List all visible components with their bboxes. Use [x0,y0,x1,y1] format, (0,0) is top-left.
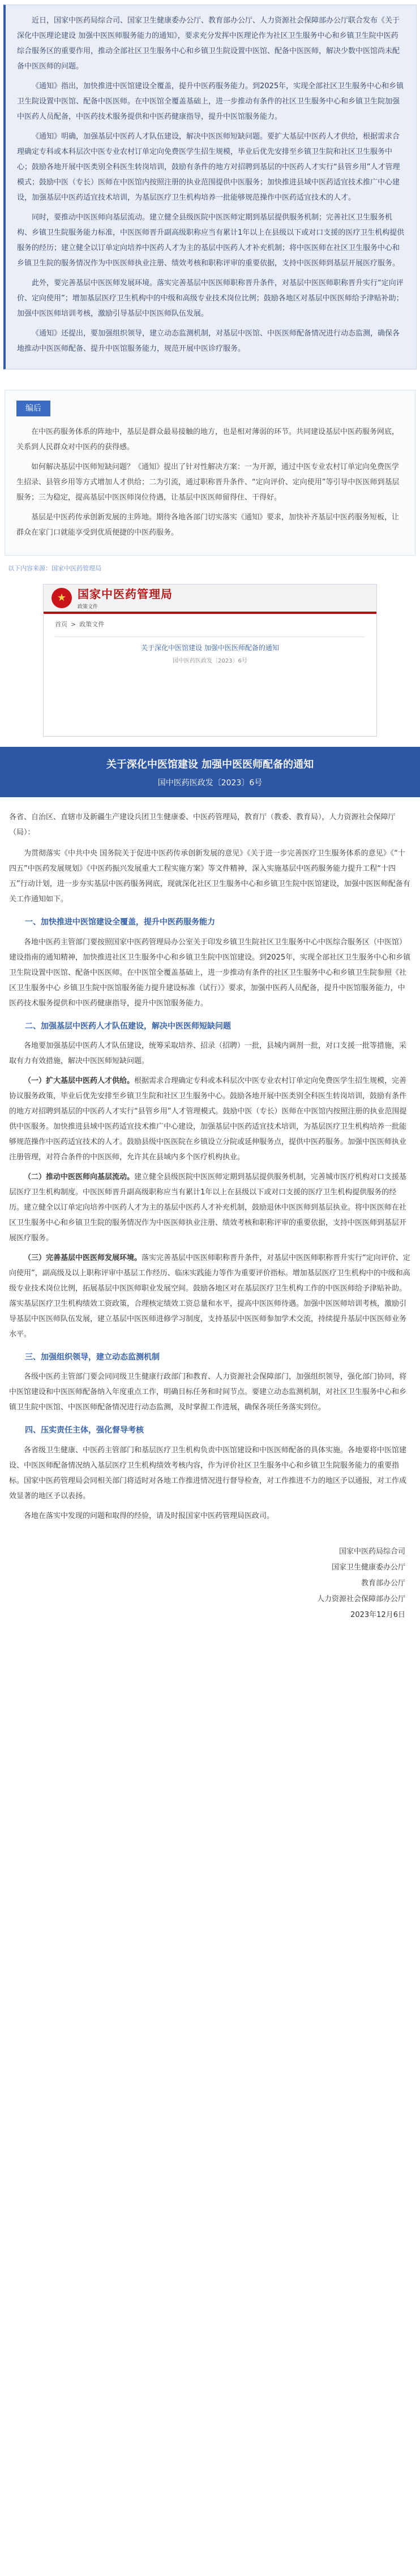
notice-content [0,797,420,1623]
editor-paragraphs [16,424,404,540]
summary-paragraph: 近日，国家中医药局综合司、国家卫生健康委办公厅、教育部办公厅、人力资源社会保障部办公厅联合发布《关于深化中医理论建设 加强中医医师服务能力的通知》，要求充分发挥中医理论作为社区卫生服务中心和乡镇卫生院中医药综合服务区的重要作用，推动全部社区卫生服务中心和乡镇卫生院设置中医馆、配备中医医师，解决少数中医馆尚未配备中医医师的问题。 [17,16,400,71]
intro-paragraph: 为贯彻落实《中共中央 国务院关于促进中医药传承创新发展的意见》《关于进一步完善医疗卫生服务体系的意见》《“十四五”中医药发展规划》《中医药振兴发展重大工程实施方案》等文件精神，深入实施基层中医药服务能力提升工程“十四五”行动计划，进一步夯实基层中医药服务网底，现就深化社区卫生服务中心和乡镇卫生院中医馆建设，加强中医医师配备有关工作通知如下。 [9,849,410,904]
notice-doc-number: 国中医药医政发〔2023〕6号 [157,778,263,788]
section-paragraph: 各地中医药主管部门要按照国家中医药管理局办公室关于印发乡镇卫生院社区卫生服务中心中医综合服务区（中医馆）建设指南的通知精神，加快推进社区卫生服务中心和乡镇卫生院中医馆建设。到2025年，实现全部社区卫生服务中心和乡镇卫生院设置中医馆、配备中医医师。在中医馆全覆盖基础上，进一步推动有条件的社区卫生服务中心和乡镇卫生院参照《社区卫生服务中心 乡镇卫生院中医馆服务能力提升建设标准（试行）》要求，加强中医药人员配备，提升中医馆服务能力，中医药技术服务提供和中医药健康指导，提升中医馆服务能力。 [9,937,411,1008]
section-heading: 三、加强组织领导，建立动态监测机制 [25,1352,160,1362]
section-heading: 四、压实责任主体，强化督导考核 [25,1426,144,1435]
summary-paragraph: 《通知》还提出，要加强组织领导，建立动态监测机制，对基层中医馆、中医医师配备情况进行动态监测，确保各地推动中医医师配备、提升中医馆服务能力，规范开展中医诊疗服务。 [17,329,400,353]
site-sub: 政策文件 [78,604,98,610]
section-paragraph: 各省级卫生健康、中医药主管部门和基层医疗卫生机构负责中医馆建设和中医医师配备的具体实施。各地要将中医馆建设、中医医师配备情况纳入基层医疗卫生机构绩效考核内容，作为评价社区卫生服务中心和乡镇卫生院服务能力的重要指标。国家中医药管理局会同相关部门将适时对各地工作推进情况进行督导检查，对工作推进不力的地区予以通报，对工作成效显著的地区予以表扬。 [9,1446,407,1500]
section-paragraph: 各级中医药主管部门要会同同级卫生健康行政部门和教育、人力资源社会保障部门，加强组织领导，强化部门协同，将中医馆建设和中医医师配备纳入年度重点工作，明确目标任务和时间节点。要建立动态监测机制，对社区卫生服务中心和乡镇卫生院中医馆、中医医师配备情况进行动态监测，及时掌握工作进展，确保各项任务落实到位。 [9,1373,407,1412]
site-name: 国家中医药管理局 [78,587,173,601]
editor-tag: 编后 [16,401,50,416]
signatory: 教育部办公厅 [361,1579,405,1588]
subsection-paragraph [9,1169,411,1246]
summary-paragraph: 此外，要完善基层中医医师发展环境。落实完善基层中医医师职称晋升条件，对基层中医医师职称晋升实行“定向评价、定向使用”；增加基层医疗卫生机构中的中级和高级专业技术岗位比例；鼓励各地区对基层中医医师给予津贴补助；加强中医医师培训考核，激励引导基层中医医师队伍发展。 [17,279,404,318]
section-paragraph: 各地要加强基层中医药人才队伍建设，统筹采取培养、招录（招聘）一批，县城内调剂一批，对口支援一批等措施，采取有力有效措施，解决中医医师短缺问题。 [9,1041,407,1065]
sections [9,916,411,1524]
site-header [44,584,376,614]
subsection-paragraph [9,1073,411,1165]
summary-box [3,5,417,369]
subsection-text: 根据需求合理确定专科或本科层次中医专业农村订单定向免费医学生招生规模，完善协议服务政策，毕业后优先安排至乡镇卫生院和社区卫生服务中心。鼓励各地开展中医类别全科医生转岗培训，鼓励有条件的地方对招聘到基层的中医药人才实行“县管乡用”人才管理模式。鼓励中医（专长）医师在中医馆内按照注册的执业范围提供中医服务。加快推进县域中医药适宜技术推广中心建设，加强基层中医药适宜技术培训，为基层医疗卫生机构培养一批能够规范操作中医药适宜技术的人才。鼓励县级中医医院在乡镇设立分院或延伸服务点，提供中医药服务。加强中医医师执业注册管理，对符合条件的中医医师，允许其在县域内多个医疗机构执业。 [9,1076,407,1162]
summary-paragraph: 《通知》明确，加强基层中医药人才队伍建设，解决中医医师短缺问题。要扩大基层中医药人才供给，根据需求合理确定专科或本科层次中医专业农村订单定向免费医学生招生规模，毕业后优先安排至乡镇卫生院和社区卫生服务中心；鼓励各地开展中医类别全科医生转岗培训，鼓励有条件的地方对招聘到基层的中医药人才实行“县管乡用”人才管理模式；鼓励中医（专长）医师在中医馆内按照注册的执业范围提供中医服务；加快推进县域中医药适宜技术推广中心建设，加强基层中医药适宜技术培训，为基层医疗卫生机构培养一批能够规范操作中医药适宜技术的人才。 [17,132,400,202]
intro [9,846,411,907]
site-doc-title[interactable]: 关于深化中医馆建设 加强中医医师配备的通知 [141,643,279,652]
breadcrumb-sep: > [71,620,76,628]
notice-banner [0,747,420,797]
signatory: 国家卫生健康委办公厅 [331,1563,405,1572]
signatory: 2023年12月6日 [350,1610,405,1619]
summary-paragraph: 《通知》指出，加快推进中医馆建设全覆盖，提升中医药服务能力。到2025年，实现全部社区卫生服务中心和乡镇卫生院设置中医馆、配备中医医师。在中医馆全覆盖基础上，进一步推动有条件的社区卫生服务中心和乡镇卫生院加强中医药人员配备，中医药技术服务提供和中医药健康指导，提升中医馆服务能力。 [17,82,404,121]
editor-paragraph: 在中医药服务体系的阵地中，基层是群众最易接触的地方，也是相对薄弱的环节。共同建设基层中医药服务网底，关系到人民群众对中医药的获得感。 [16,428,400,452]
section-heading: 一、加快推进中医馆建设全覆盖，提升中医药服务能力 [25,918,215,927]
subsection-paragraph [9,1250,411,1342]
signatory: 人力资源社会保障部办公厅 [316,1594,405,1603]
subsection-label: （三）完善基层中医医师发展环境。 [24,1253,142,1262]
breadcrumb [44,614,376,632]
subsection-label: （一）扩大基层中医药人才供给。 [24,1076,135,1085]
summary-paragraph: 同时，要推动中医医师向基层流动。建立健全县级医院中医医师定期到基层提供服务机制；完善社区卫生服务机构、乡镇卫生院服务能力标准，中医医师晋升副高级职称应当有累计1年以上在县级以下或对口支援的医疗卫生机构提供服务的经历；建立健全以订单定向培养中医药人才为主的基层中医药人才补充机制；将中医医师在社区卫生服务中心和乡镇卫生院的服务情况作为中医医师执业注册、绩效考核和职称评审的重要依据，支持中医医师到基层开展医疗服务。 [17,213,405,268]
breadcrumb-home[interactable]: 首页 [55,620,67,628]
editor-paragraph: 如何解决基层中医师短缺问题？《通知》提出了针对性解决方案：一为开源，通过中医专业农村订单定向免费医学生招录、县管乡用等方式增加人才供给；二为引流，通过职称晋升条件、“定向评价、定向使用”等引导中医医师到基层服务；三为稳定，提高基层中医医师岗位待遇，让基层中医医师留得住、干得好。 [16,463,400,502]
notice-title: 关于深化中医馆建设 加强中医医师配备的通知 [106,758,314,771]
national-emblem-icon: ★ [52,588,72,608]
source-note: 以下内容来源：国家中医药管理局 [8,565,101,573]
subsection-text: 建立健全县级医院中医医师定期到基层提供服务机制，完善城市医疗机构对口支援基层医疗卫生机构制度。中医医师晋升副高级职称应当有累计1年以上在县级以下或对口支援的医疗卫生机构提供服务的经历。建立健全以订单定向培养中医药人才为主的基层中医药人才补充机制，鼓励退休中医医师到基层执业。将中医医师在社区卫生服务中心和乡镇卫生院的服务情况作为中医医师执业注册、绩效考核和职称评审的重要依据，支持中医医师到基层开展医疗服务。 [9,1172,407,1242]
site-logo [78,585,173,611]
editor-note [5,390,415,556]
addressee: 各省、自治区、直辖市及新疆生产建设兵团卫生健康委、中医药管理局，教育厅（教委、教育局），人力资源社会保障厅（局）： [9,813,396,837]
signatory: 国家中医药局综合司 [338,1547,405,1556]
site-doc [55,637,365,666]
signatories [9,1544,411,1623]
section-heading: 二、加强基层中医药人才队伍建设，解决中医医师短缺问题 [25,1021,231,1031]
website-screenshot [43,584,377,737]
subsection-text: 落实完善基层中医医师职称晋升条件，对基层中医医师职称晋升实行“定向评价、定向使用”，副高级及以上职称评审中基层工作经历、临床实践能力等作为重要评价指标。增加基层医疗卫生机构中的中级和高级专业技术岗位比例，拓展基层中医医师职业发展空间。鼓励各地区对在基层医疗卫生机构工作的中医医师给予津贴补助。落实基层医疗卫生机构绩效工资政策，合理核定绩效工资总量和水平，提高中医医师待遇。加强中医医师培训考核，激励引导基层中医医师队伍发展，建立基层中医医师进修学习制度，支持基层中医医师参加学术交流，持续提升基层中医医师业务水平。 [9,1253,410,1339]
editor-paragraph: 基层是中医药传承创新发展的主阵地。期待各地各部门切实落实《通知》要求，加快补齐基层中医药服务短板，让群众在家门口就能享受到优质便捷的中医药服务。 [16,513,400,537]
site-doc-meta: 国中医药医政发〔2023〕6号 [173,657,247,664]
subsection-label: （二）推动中医医师向基层流动。 [24,1172,135,1181]
section-paragraph: 各地在落实中发现的问题和取得的经验，请及时报国家中医药管理局医政司。 [24,1511,275,1520]
breadcrumb-current[interactable]: 政策文件 [79,620,105,628]
